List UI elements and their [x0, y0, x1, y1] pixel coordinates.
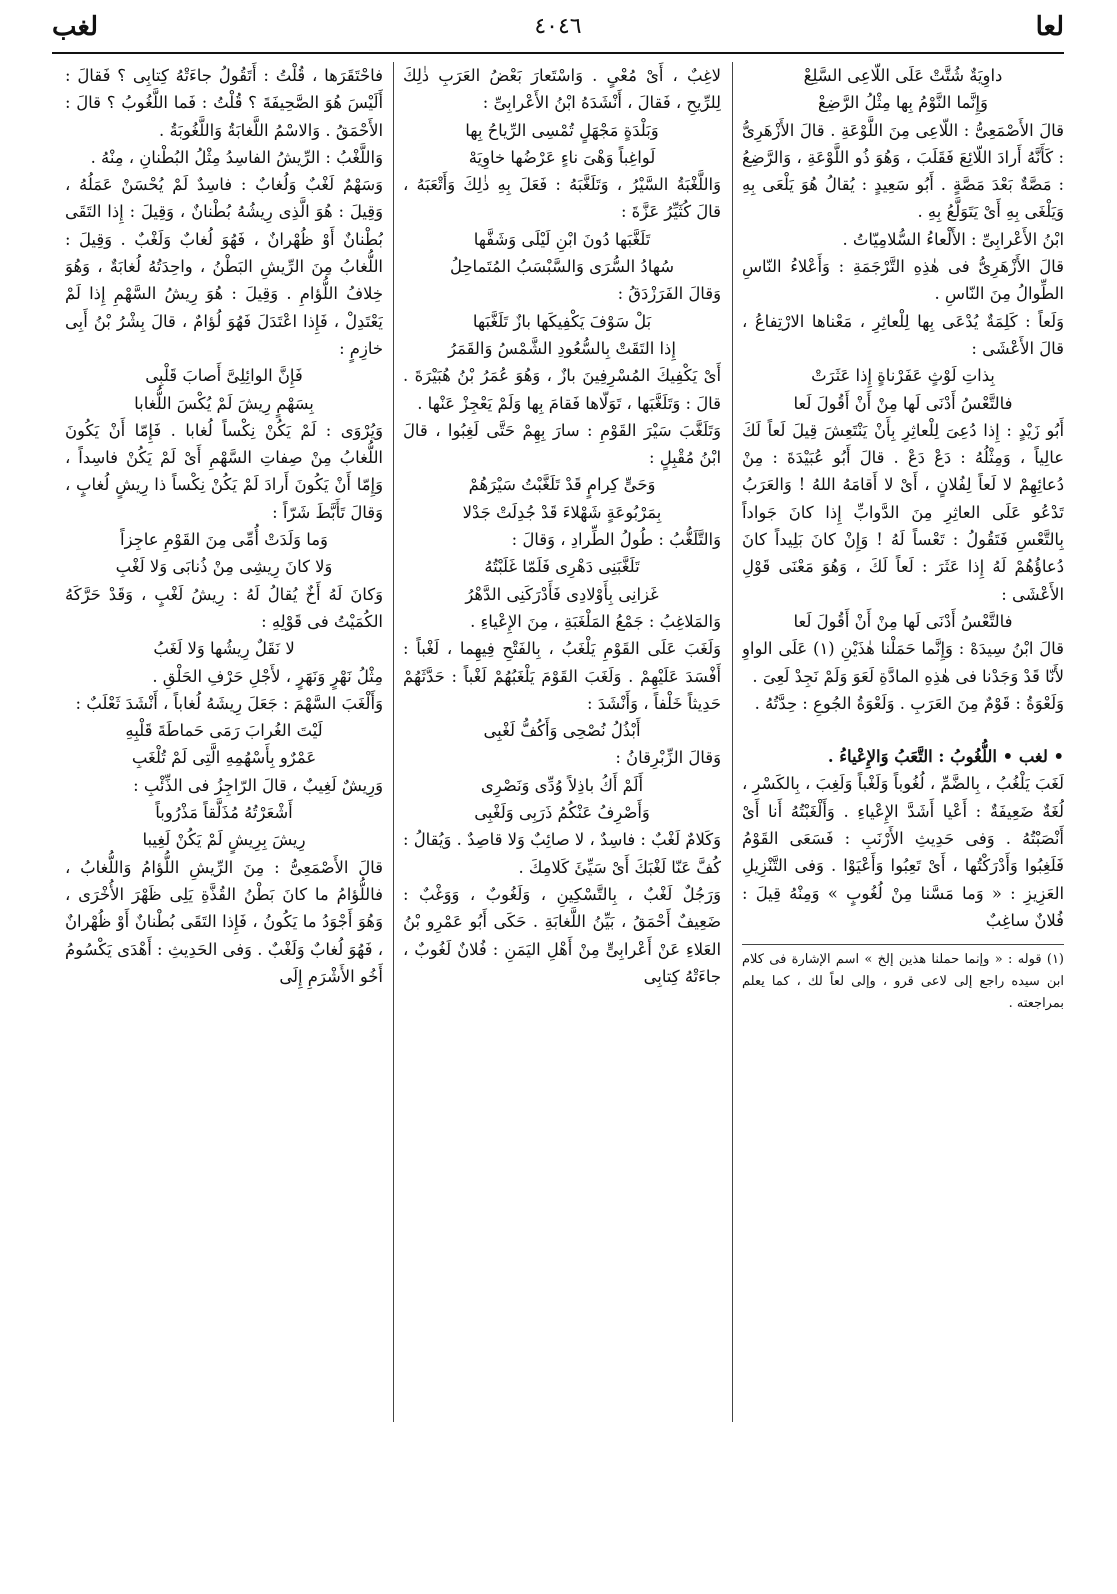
paragraph: قالَ ابْنُ سِيدَهْ : وَإِنَّما حَمَلْنا هٰذَيْنِ (١) عَلَى الواوِ لأَنّا قَدْ وَجَدْنا فى هٰذِهِ المادَّةِ لَعَوَ وَلَمْ نَجِدْ لَعِىَ . [742, 639, 1064, 686]
column-divider-right [732, 62, 733, 1422]
verse-line: بِمَرْبُوعَةٍ شَهْلاءَ قَدْ جُدِلَتْ جَدْلا [462, 502, 662, 522]
verse-line: فَإِنَّ الوائِلِىَّ أَصابَ قَلْبِى [145, 366, 303, 386]
verse-line: عَمْرٌو بِأَسْهُمِهِ الَّتِى لَمْ تُلْغَبِ [131, 748, 317, 768]
paragraph: أَبُو زَيْدٍ : إِذا دُعِىَ لِلْعاثِرِ بِأَنْ يَنْتَعِشَ قِيلَ لَعاً لَكَ عالِياً ، وَمِثْلُهُ : دَعْ دَعْ . قالَ أَبُو عُبَيْدَةَ : مِنْ دُعائِهِمْ لا لَعاً لِفُلانٍ ، أَىْ لا أَقامَهُ اللهُ ! وَالعَرَبُ تَدْعُو عَلَى العاثِرِ مِنَ الدَّوابِّ إِذا كانَ جَواداً بِالتَّعْسِ فَتَقُولُ : تَعْساً لَهُ ! وَإِنْ كانَ بَلِيداً كانَ دُعاؤُهُمْ لَهُ إِذا عَثَرَ : لَعاً لَكَ ، وَهُوَ مَعْنَى قَوْلِ الأَعْشَى : [742, 420, 1064, 604]
verse-line: وَإِنَّما النَّوْمُ بِها مِثْلُ الرَّضِعْ [818, 93, 988, 113]
paragraph: وَلَعاً : كَلِمَةٌ يُدْعَى بِها لِلْعاثِرِ ، مَعْناها الارْتِفاعُ ، قالَ الأَعْشَى : [742, 311, 1064, 358]
verse-line: لا نَقَلٌ رِيشُها وَلا لَغَبُ [153, 639, 295, 659]
paragraph: قالَ الأَصْمَعِىُّ : اللّاعِى مِنَ اللَّوْعَةِ . قالَ الأَزْهَرِىُّ : كَأَنَّهُ أَرادَ اللّائِعَ فَقَلَبَ ، وَهُوَ ذُو اللَّوْعَةِ ، وَالرَّضِعُ : مَصَّةٌ بَعْدَ مَصَّةٍ . أَبُو سَعِيدٍ : يُقالُ هُوَ يَلْعَى بِهِ وَيَلْغَى بِهِ أَىْ يَتَوَلَّعُ بِهِ . [742, 120, 1064, 222]
verse-line: فالتَّعْسُ أَدْنَى لَها مِنْ أَنْ أَقُولَ لَعا [793, 393, 1013, 413]
verse-line: بِذاتِ لَوْثٍ عَفَرْناةٍ إِذا عَثَرَتْ [811, 366, 995, 386]
paragraph: وَاللَّغْبُ : الرِّيشُ الفاسِدُ مِثْلُ البُطْنانِ ، مِنْهُ . [90, 147, 383, 167]
verse-line: وَحَىٍّ كِرامٍ قَدْ تَلَغَّبْتُ سَيْرَهُمْ [468, 475, 656, 495]
column-divider-left [393, 62, 394, 1422]
paragraph: ابْنُ الأَعْرابِىِّ : الأَلْعاءُ السُّلامِيّاتُ . [842, 229, 1064, 249]
header-left-word: لغب [52, 12, 98, 42]
verse-line: لَواغِباً وَهْىَ ناءٍ عَرْضُها خاوِيَهْ [468, 147, 656, 167]
paragraph: وَيُرْوَى : لَمْ يَكُنْ نِكْساً لُغابا . فَإِمّا أَنْ يَكُونَ اللُّغابُ مِنْ صِفاتِ السَّهْمِ أَىْ لَمْ يَكُنْ فاسِداً ، وَإِمّا أَنْ يَكُونَ أَرادَ لَمْ يَكُنْ نِكْساً ذا رِيشٍ لُغابٍ ، وَقالَ تَأَبَّطَ شَرّاً : [65, 420, 383, 522]
paragraph: وَرِيشٌ لَغِيبٌ ، قالَ الرّاجِزُ فى الذِّئْبِ : [133, 775, 383, 795]
entry-heading: • لغب • اللُّغُوبُ : التَّعَبُ وَالإِعْياءُ . [827, 747, 1064, 767]
verse-line: أَبْذُلُ نُصْحِى وَأَكُفُّ لَغْبِى [483, 721, 641, 741]
paragraph: وَتَلَغَّبَ سَيْرَ القَوْمِ : سارَ بِهِمْ حَتَّى لَغِبُوا ، قالَ ابْنُ مُقْبِلٍ : [403, 420, 721, 468]
paragraph: قالَ الأَزْهَرِىُّ فى هٰذِهِ التَّرْجَمَةِ : وَأَعْلاءُ النّاسِ الطِّوالُ مِنَ النّاسِ . [742, 257, 1064, 304]
paragraph: لَغَبَ يَلْغُبُ ، بِالضَّمِّ ، لُغُوباً وَلَغْباً وَلَغِبَ ، بِالكَسْرِ ، لُغَةٌ ضَعِيفَةٌ : أَعْيا أَشَدَّ الإِعْياءِ . وَأَلْغَبْتُهُ أَنا أَىْ أَنْصَبْتُهُ . وَفى حَدِيثِ الأَرْنَبِ : فَسَعَى القَوْمُ فَلَغِبُوا وَأَدْرَكْتُها ، أَىْ تَعِبُوا وَأَعْيَوْا . وَفى التَّنْزِيلِ العَزِيزِ : « وَما مَسَّنا مِنْ لُغُوبٍ » وَمِنْهُ قِيلَ : فُلانٌ ساغِبٌ [742, 774, 1064, 930]
paragraph: وَالتَّلَغُّبُ : طُولُ الطِّرادِ ، وَقالَ : [511, 530, 721, 550]
paragraph: قالَ الأَصْمَعِىُّ : مِنَ الرِّيشِ اللُّؤامُ وَاللُّغابُ ، فاللُّؤامُ ما كانَ بَطْنُ القُذَّةِ يَلِى ظَهْرَ الأُخْرَى ، وَهُوَ أَجْوَدُ ما يَكُونُ ، فَإِذا التَقَى بُطْنانٌ أَوْ ظُهْرانٌ ، فَهُوَ لُغابٌ وَلَغْبٌ . وَفى الحَدِيثِ : أَهْدَى يَكْسُومُ أَخُو الأَشْرَمِ إِلَى [65, 857, 383, 986]
paragraph: وَكانَ لَهُ أَخٌ يُقالُ لَهُ : رِيشُ لَغْبٍ ، وَقَدْ حَرَّكَهُ الكُمَيْتُ فى قَوْلِهِ : [65, 584, 383, 631]
paragraph: وَاللَّغْبَةُ السَّيْرُ ، وَتَلَغَّبَهُ : فَعَلَ بِهِ ذٰلِكَ وَأَتْعَبَهُ ، قالَ كُثَيِّرُ عَزَّةَ : [403, 175, 721, 222]
paragraph: فاحْتَقَرَها ، قُلْتُ : أَتَقُولُ جاءَتْهُ كِتابِى ؟ فَقالَ : أَلَيْسَ هُوَ الصَّحِيفَةَ ؟ قُلْتُ : فَما اللَّغُوبُ ؟ قالَ : الأَحْمَقُ . وَالاسْمُ اللَّغابَةُ وَاللَّغُوبَةُ . [65, 66, 383, 140]
verse-line: سُهادُ السُّرَى وَالسَّبْسَبُ المُتَماحِلُ [450, 257, 674, 277]
footnote [742, 944, 1064, 1015]
column-middle [403, 62, 721, 1432]
page-number: ٤٠٤٦ [534, 14, 582, 39]
verse-line: غَزانِى بِأَوْلادِى فَأَدْرَكَنِى الدَّهْرُ [465, 584, 659, 604]
paragraph: وَلَعْوَةُ : قَوْمٌ مِنَ العَرَبِ . وَلَعْوَةُ الجُوعِ : حِدَّتُهُ . [754, 693, 1064, 713]
header-right-word: لعا [1035, 12, 1064, 42]
verse-line: بِسَهْمٍ رِيشَ لَمْ يُكْسَ اللُّغابا [134, 393, 314, 413]
verse-line: إِذا التَقَتْ بِالسُّعُودِ الشَّمْسُ وَالقَمَرُ [448, 338, 676, 358]
verse-line: داوِيَةٌ شُتَّتْ عَلَى اللّاعِى السَّلِعْ [803, 66, 1003, 85]
verse-line: أَلَمْ أَكُ باذِلاً وُدِّى وَنَصْرِى [480, 775, 644, 795]
paragraph: لاغِبٌ ، أَىْ مُعْىٍ . وَاسْتَعارَ بَعْضُ العَرَبِ ذٰلِكَ لِلرِّيحِ ، فَقالَ ، أَنْشَدَهُ ابْنُ الأَعْرابِىِّ : [403, 66, 721, 113]
paragraph: مِثْلُ نَهْرٍ وَنَهَرٍ ، لأَجْلِ حَرْفِ الحَلْقِ . [152, 666, 383, 686]
paragraph: أَىْ يَكْفِيكَ المُسْرِفِينَ بازٌ ، وَهُوَ عُمَرُ بْنُ هُبَيْرَةَ . قالَ : وَتَلَغَّبَها ، تَوَلّاها فَقامَ بِها وَلَمْ يَعْجِزْ عَنْها . [403, 366, 721, 413]
verse-line: رِيشَ بِرِيشٍ لَمْ يَكُنْ لَغِيبا [142, 830, 306, 850]
verse-line: وَلا كانَ رِيشِى مِنْ ذُنابَى وَلا لَغْبِ [115, 557, 333, 577]
paragraph: وَقالَ الزِّبْرِقانُ : [615, 748, 721, 768]
paragraph: وَرَجُلٌ لَغْبٌ ، بِالتَّسْكِينِ ، وَلَغُوبٌ ، وَوَغْبٌ : ضَعِيفٌ أَحْمَقُ ، بَيِّنُ اللَّغابَةِ . حَكَى أَبُو عَمْرِو بْنُ العَلاءِ عَنْ أَعْرابِىٍّ مِنْ أَهْلِ اليَمَنِ : فُلانٌ لَغُوبٌ ، جاءَتْهُ كِتابِى [403, 884, 721, 986]
verse-line: لَيْتَ الغُرابَ رَمَى حَماطَةَ قَلْبِهِ [125, 721, 323, 741]
verse-line: وَما وَلَدَتْ أُمِّى مِنَ القَوْمِ عاجِزاً [120, 530, 328, 550]
column-right [742, 62, 1064, 1432]
verse-line: فالتَّعْسُ أَدْنَى لَها مِنْ أَنْ أَقُولَ لَعا [793, 611, 1013, 631]
column-left [65, 62, 383, 1432]
paragraph: وَلَغَبَ عَلَى القَوْمِ يَلْغَبُ ، بِالفَتْحِ فِيهِما ، لَغْباً : أَفْسَدَ عَلَيْهِمْ . وَلَغَبَ القَوْمَ يَلْغَبُهُمْ لَغْباً : حَدَّثَهُمْ حَدِيثاً خَلْفاً ، وَأَنْشَدَ : [403, 639, 721, 713]
paragraph: وَالمَلاغِبُ : جَمْعُ المَلْغَبَةِ ، مِنَ الإِعْياءِ . [470, 611, 721, 631]
verse-line: بَلْ سَوْفَ يَكْفِيكَها بازٌ تَلَغَّبَها [472, 311, 652, 331]
header-rule [52, 52, 1064, 54]
verse-line: تَلَغَّبَها دُونَ ابْنِ لَيْلَى وَشَفَّها [473, 229, 651, 249]
verse-line: تَلَغَّبَنِى دَهْرِى فَلَمّا غَلَبْتُهُ [484, 557, 640, 577]
verse-line: وَبَلْدَةٍ مَجْهَلٍ تُمْسِى الرِّياحُ بِها [465, 120, 659, 140]
paragraph: وَأَلْغَبَ السَّهْمَ : جَعَلَ رِيشَهُ لُغاباً ، أَنْشَدَ ثَعْلَبٌ : [75, 693, 383, 713]
verse-line: أَشْعَرْتُهُ مُذَلَّقاً مَذْرُوباً [155, 803, 293, 823]
page-header [52, 12, 1064, 50]
footnote-text: (١) قوله : « وإنما حملنا هذين إلخ » اسم الإشارة فى كلام ابن سيده راجع إلى لاعى قرو ، وإلى لعاً لك ، كما يعلم بمراجعته . [742, 944, 1064, 1015]
paragraph: وَكَلامٌ لَغْبٌ : فاسِدٌ ، لا صائِبٌ وَلا قاصِدٌ . وَيُقالُ : كُفَّ عَنّا لَغْبَكَ أَىْ سَيِّئَ كَلامِكَ . [403, 830, 721, 877]
paragraph: وَقالَ الفَرَزْدَقُ : [617, 284, 721, 304]
verse-line: وَأَصْرِفُ عَنْكُمُ ذَرَبِى وَلَغْبِى [474, 803, 650, 823]
paragraph: وَسَهْمٌ لَغْبٌ وَلُغابٌ : فاسِدٌ لَمْ يُحْسَنْ عَمَلُهُ ، وَقِيلَ : هُوَ الَّذِى رِيشُهُ بُطْنانٌ ، وَقِيلَ : إِذا التَقَى بُطْنانٌ أَوْ ظُهْرانٌ ، فَهُوَ لُغابٌ وَلَغْبٌ . وَقِيلَ : اللُّغابُ مِنَ الرِّيشِ البَطْنُ ، واحِدَتُهُ لُغابَةٌ ، وَهُوَ خِلافُ اللُّؤامِ . وَقِيلَ : هُوَ رِيشُ السَّهْمِ إِذا لَمْ يَعْتَدِلْ ، فَإِذا اعْتَدَلَ فَهُوَ لُؤامٌ ، قالَ بِشْرُ بْنُ أَبِى خازِمٍ : [65, 175, 383, 358]
